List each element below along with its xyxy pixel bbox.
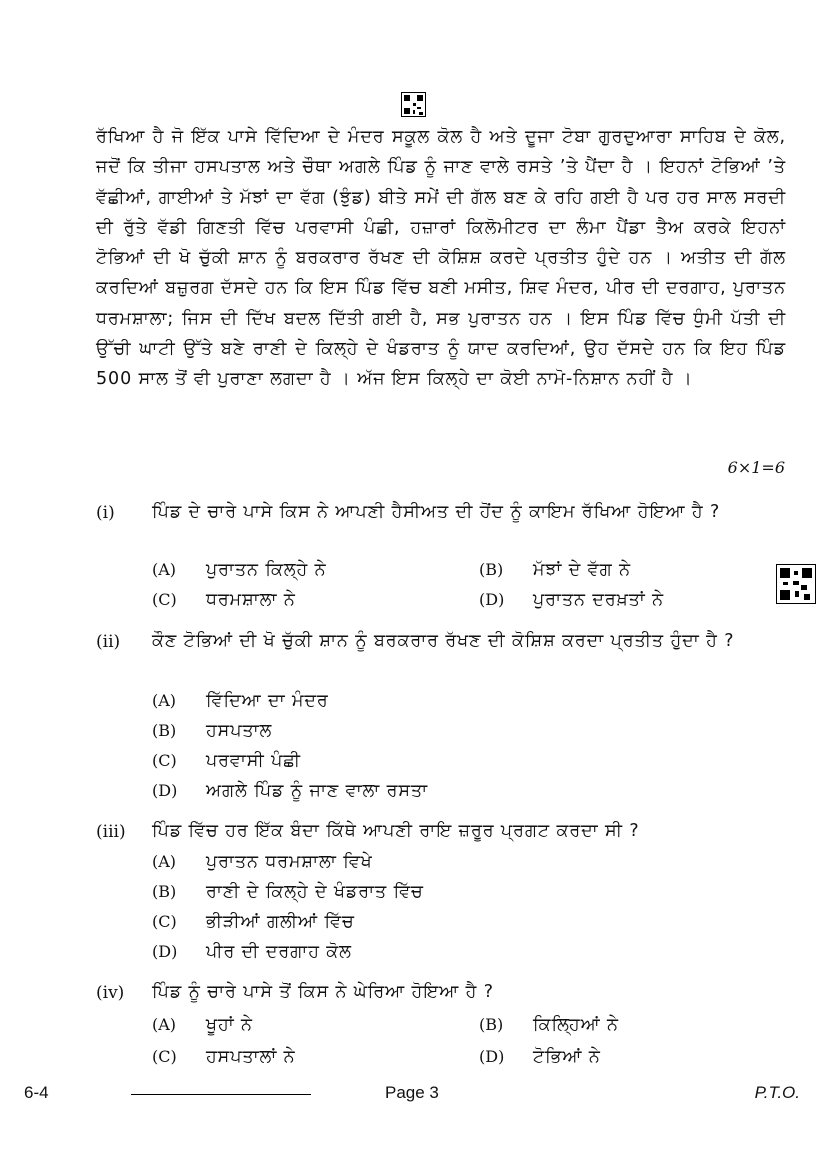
question-text-i: ਪਿੰਡ ਦੇ ਚਾਰੇ ਪਾਸੇ ਕਿਸ ਨੇ ਆਪਣੀ ਹੈਸੀਅਤ ਦੀ ਹੋਂਦ ਨੂੰ ਕਾਇਮ ਰੱਖਿਆ ਹੋਇਆ ਹੈ ? — [152, 502, 721, 522]
option-text: ਪੁਰਾਤਨ ਧਰਮਸ਼ਾਲਾ ਵਿਖੇ — [206, 852, 373, 872]
option-ii-c[interactable] — [152, 751, 301, 771]
option-iii-c[interactable] — [152, 912, 355, 932]
marks-label: 6×1=6 — [727, 458, 785, 477]
option-iv-d[interactable] — [479, 1047, 601, 1067]
option-iii-a[interactable] — [152, 852, 373, 872]
option-letter: (A) — [152, 691, 177, 710]
option-text: ਮੱਝਾਂ ਦੇ ਵੱਗ ਨੇ — [533, 560, 631, 580]
option-text: ਪੁਰਾਤਨ ਕਿਲ੍ਹੇ ਨੇ — [206, 560, 327, 580]
pto-label: P.T.O. — [754, 1083, 800, 1102]
option-letter: (A) — [152, 560, 177, 579]
option-letter: (A) — [152, 852, 177, 871]
qr-code-side — [776, 564, 816, 604]
option-letter: (D) — [152, 942, 178, 961]
option-iv-b[interactable] — [479, 1015, 619, 1035]
option-letter: (A) — [152, 1015, 177, 1034]
option-letter: (B) — [479, 560, 504, 579]
option-letter: (D) — [152, 781, 178, 800]
option-i-d[interactable] — [479, 590, 664, 610]
option-ii-b[interactable] — [152, 721, 272, 741]
option-i-c[interactable] — [152, 590, 296, 610]
option-text: ਰਾਣੀ ਦੇ ਕਿਲ੍ਹੇ ਦੇ ਖੰਡਰਾਤ ਵਿੱਚ — [206, 882, 424, 902]
option-i-a[interactable] — [152, 560, 327, 580]
option-text: ਪੁਰਾਤਨ ਦਰਖ਼ਤਾਂ ਨੇ — [533, 590, 664, 610]
option-text: ਕਿਲ੍ਹਿਆਂ ਨੇ — [533, 1015, 619, 1035]
option-ii-d[interactable] — [152, 781, 428, 801]
option-text: ਟੋਭਿਆਂ ਨੇ — [533, 1047, 601, 1067]
option-iv-a[interactable] — [152, 1015, 253, 1035]
question-text-ii: ਕੌਣ ਟੋਭਿਆਂ ਦੀ ਖੋ ਚੁੱਕੀ ਸ਼ਾਨ ਨੂੰ ਬਰਕਰਾਰ ਰੱਖਣ ਦੀ ਕੋਸ਼ਿਸ਼ ਕਰਦਾ ਪ੍ਰਤੀਤ ਹੁੰਦਾ ਹੈ ? — [152, 631, 735, 651]
option-i-b[interactable] — [479, 560, 631, 580]
option-text: ਹਸਪਤਾਲ — [206, 721, 273, 741]
question-text-iv: ਪਿੰਡ ਨੂੰ ਚਾਰੇ ਪਾਸੇ ਤੋਂ ਕਿਸ ਨੇ ਘੇਰਿਆ ਹੋਇਆ ਹੈ ? — [152, 982, 494, 1002]
option-letter: (B) — [152, 882, 177, 901]
page-number: Page 3 — [385, 1083, 439, 1102]
question-number-iii: (iii) — [96, 822, 126, 842]
option-text: ਵਿੱਦਿਆ ਦਾ ਮੰਦਰ — [206, 691, 329, 711]
option-text: ਪਰਵਾਸੀ ਪੰਛੀ — [206, 751, 301, 771]
option-letter: (C) — [152, 912, 177, 931]
question-number-ii: (ii) — [96, 632, 121, 652]
option-text: ਪੀਰ ਦੀ ਦਰਗਾਹ ਕੋਲ — [206, 942, 352, 962]
option-text: ਹਸਪਤਾਲਾਂ ਨੇ — [206, 1047, 296, 1067]
option-letter: (B) — [479, 1015, 504, 1034]
option-text: ਅਗਲੇ ਪਿੰਡ ਨੂੰ ਜਾਣ ਵਾਲਾ ਰਸਤਾ — [206, 781, 429, 801]
option-letter: (C) — [152, 590, 177, 609]
option-iii-d[interactable] — [152, 942, 352, 962]
question-number-i: (i) — [96, 503, 115, 523]
footer-rule — [131, 1094, 311, 1095]
option-text: ਭੀੜੀਆਂ ਗਲੀਆਂ ਵਿੱਚ — [206, 912, 355, 932]
option-letter: (D) — [479, 590, 505, 609]
question-text-iii: ਪਿੰਡ ਵਿੱਚ ਹਰ ਇੱਕ ਬੰਦਾ ਕਿੱਥੇ ਆਪਣੀ ਰਾਇ ਜ਼ਰੂਰ ਪ੍ਰਗਟ ਕਰਦਾ ਸੀ ? — [152, 821, 640, 841]
option-letter: (C) — [152, 751, 177, 770]
option-ii-a[interactable] — [152, 691, 329, 711]
option-iv-c[interactable] — [152, 1047, 295, 1067]
paper-code: 6-4 — [24, 1083, 49, 1102]
option-text: ਧਰਮਸ਼ਾਲਾ ਨੇ — [206, 590, 296, 610]
option-text: ਖੂਹਾਂ ਨੇ — [206, 1015, 253, 1035]
option-iii-b[interactable] — [152, 882, 424, 902]
qr-code-top — [401, 92, 426, 117]
passage-text: ਰੱਖਿਆ ਹੈ ਜੋ ਇੱਕ ਪਾਸੇ ਵਿੱਦਿਆ ਦੇ ਮੰਦਰ ਸਕੂਲ ਕੋਲ ਹੈ ਅਤੇ ਦੂਜਾ ਟੋਬਾ ਗੁਰਦੁਆਰਾ ਸਾਹਿਬ ਦੇ ਕੋਲ, ਜਦੋਂ ਕਿ ਤੀਜਾ ਹਸਪਤਾਲ ਅਤੇ ਚੌਥਾ ਅਗਲੇ ਪਿੰਡ ਨੂੰ ਜਾਣ ਵਾਲੇ ਰਸਤੇ ’ਤੇ ਪੈਂਦਾ ਹੈ । ਇਹਨਾਂ ਟੋਭਿਆਂ ’ਤੇ ਵੱਛੀਆਂ, ਗਾਈਆਂ ਤੇ ਮੱਝਾਂ ਦਾ ਵੱਗ (ਝੁੰਡ) ਬੀਤੇ ਸਮੇਂ ਦੀ ਗੱਲ ਬਣ ਕੇ ਰਹਿ ਗਈ ਹੈ ਪਰ ਹਰ ਸਾਲ ਸਰਦੀ ਦੀ ਰੁੱਤੇ ਵੱਡੀ ਗਿਣਤੀ ਵਿੱਚ ਪਰਵਾਸੀ ਪੰਛੀ, ਹਜ਼ਾਰਾਂ ਕਿਲੋਮੀਟਰ ਦਾ ਲੰਮਾ ਪੈਂਡਾ ਤੈਅ ਕਰਕੇ ਇਹਨਾਂ ਟੋਭਿਆਂ ਦੀ ਖੋ ਚੁੱਕੀ ਸ਼ਾਨ ਨੂੰ ਬਰਕਰਾਰ ਰੱਖਣ ਦੀ ਕੋਸ਼ਿਸ਼ ਕਰਦੇ ਪ੍ਰਤੀਤ ਹੁੰਦੇ ਹਨ । ਅਤੀਤ ਦੀ ਗੱਲ ਕਰਦਿਆਂ ਬਜ਼ੁਰਗ ਦੱਸਦੇ ਹਨ ਕਿ ਇਸ ਪਿੰਡ ਵਿੱਚ ਬਣੀ ਮਸੀਤ, ਸ਼ਿਵ ਮੰਦਰ, ਪੀਰ ਦੀ ਦਰਗਾਹ, ਪੁਰਾਤਨ ਧਰਮਸ਼ਾਲਾ; ਜਿਸ ਦੀ ਦਿੱਖ ਬਦਲ ਦਿੱਤੀ ਗਈ ਹੈ, ਸਭ ਪੁਰਾਤਨ ਹਨ । ਇਸ ਪਿੰਡ ਵਿੱਚ ਧੁੰਮੀ ਪੱਤੀ ਦੀ ਉੱਚੀ ਘਾਟੀ ਉੱਤੇ ਬਣੇ ਰਾਣੀ ਦੇ ਕਿਲ੍ਹੇ ਦੇ ਖੰਡਰਾਤ ਨੂੰ ਯਾਦ ਕਰਦਿਆਂ, ਉਹ ਦੱਸਦੇ ਹਨ ਕਿ ਇਹ ਪਿੰਡ 500 ਸਾਲ ਤੋਂ ਵੀ ਪੁਰਾਣਾ ਲਗਦਾ ਹੈ । ਅੱਜ ਇਸ ਕਿਲ੍ਹੇ ਦਾ ਕੋਈ ਨਾਮੋ-ਨਿਸ਼ਾਨ ਨਹੀਂ ਹੈ । — [96, 127, 786, 390]
option-letter: (C) — [152, 1047, 177, 1066]
option-letter: (B) — [152, 721, 177, 740]
question-number-iv: (iv) — [96, 983, 125, 1003]
option-letter: (D) — [479, 1047, 505, 1066]
